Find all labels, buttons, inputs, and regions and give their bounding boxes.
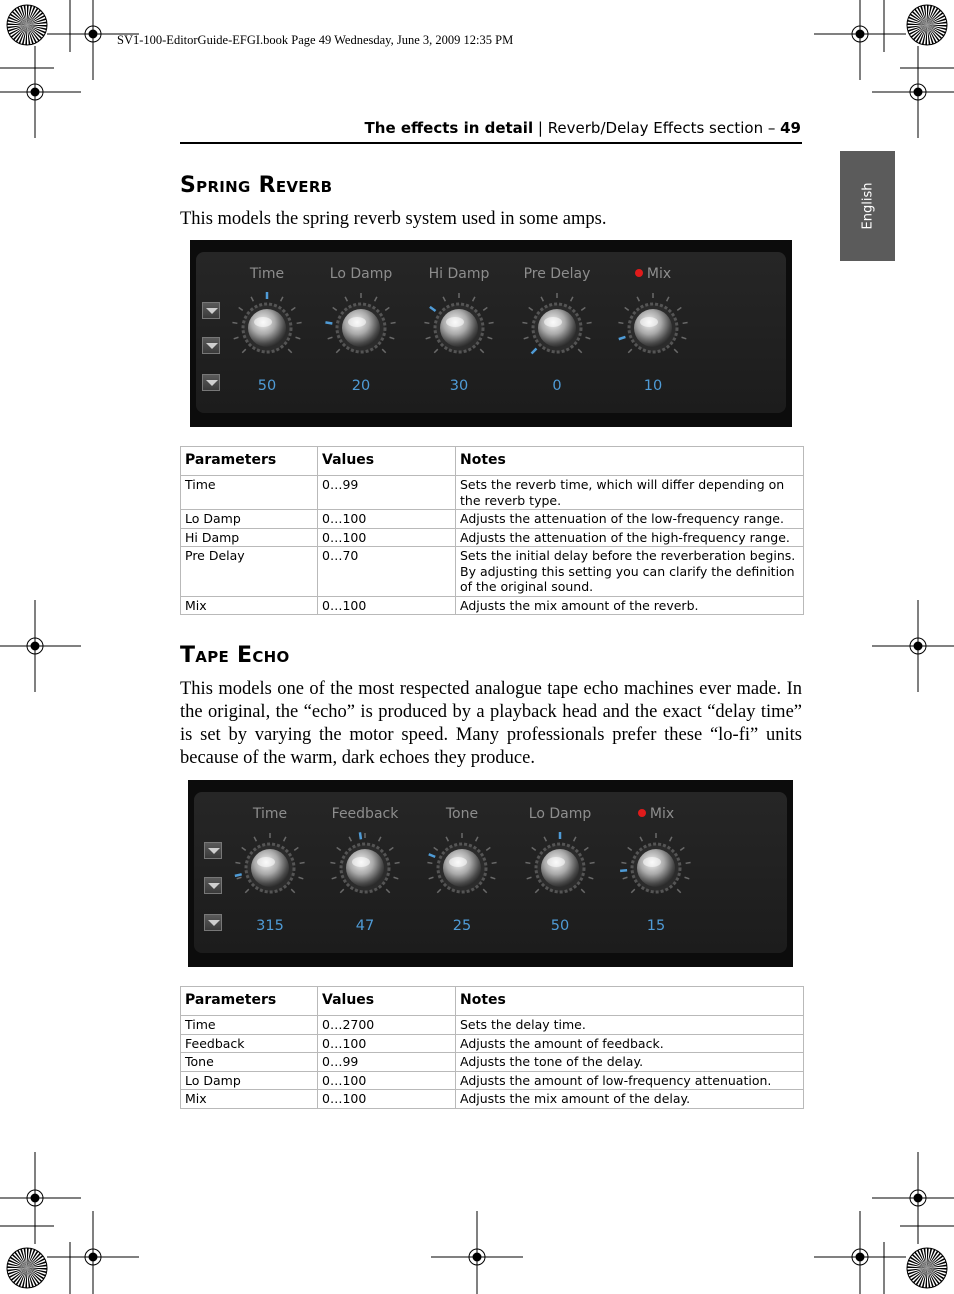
note-cell: Adjusts the attenuation of the low-frequency range. — [456, 510, 804, 529]
value-cell: 0…100 — [318, 1071, 456, 1090]
note-cell: Adjusts the mix amount of the reverb. — [456, 596, 804, 615]
table-row — [181, 476, 804, 510]
param-cell: Hi Damp — [181, 528, 318, 547]
spring-reverb-panel — [190, 240, 792, 427]
starburst-mark — [7, 5, 47, 45]
knob-label-tone — [407, 806, 517, 822]
knob-position-marker — [360, 832, 361, 839]
registration-mark — [872, 46, 954, 138]
note-cell: Adjusts the tone of the delay. — [456, 1053, 804, 1072]
knob-label-text: Mix — [646, 266, 672, 282]
knob-position-marker — [430, 307, 436, 311]
table-row — [181, 596, 804, 615]
knob-label-text: Mix — [649, 806, 675, 822]
table-header-row — [181, 447, 804, 476]
mix-indicator-icon — [638, 809, 646, 817]
running-head-separator: | — [533, 119, 548, 137]
knob-label-text: Time — [249, 266, 285, 282]
starburst-mark — [7, 1248, 47, 1288]
header-notes: Notes — [456, 987, 804, 1016]
print-book-line: SV1-100-EditorGuide-EFGI.book Page 49 Wednesday, June 3, 2009 12:35 PM — [117, 33, 514, 47]
knob-position-marker — [619, 337, 626, 339]
param-cell: Time — [181, 476, 318, 510]
knob-label-text: Lo Damp — [329, 266, 393, 282]
value-cell: 0…99 — [318, 476, 456, 510]
panel-menu-button[interactable] — [202, 337, 220, 354]
param-cell: Tone — [181, 1053, 318, 1072]
registration-mark — [431, 1211, 523, 1294]
table-row — [181, 528, 804, 547]
knob-label-text: Hi Damp — [428, 266, 490, 282]
tape-echo-description: This models one of the most respected analogue tape echo machines ever made. In the original, the “echo” is produced by a playback head and the exact “delay time” is set by varying the motor speed. Many professionals prefer these “lo-fi” units because of the warm, dark echoes they produce. — [180, 679, 802, 768]
language-tab — [840, 151, 895, 261]
knob-label-feedback — [310, 806, 420, 822]
page-number: 49 — [780, 119, 801, 137]
registration-mark — [872, 600, 954, 692]
value-cell: 0…100 — [318, 1090, 456, 1109]
registration-mark — [0, 600, 81, 692]
knob-value: 15 — [646, 918, 666, 934]
language-tab-label: English — [860, 182, 875, 230]
table-row — [181, 510, 804, 529]
table-row — [181, 1016, 804, 1035]
running-head-section: Reverb/Delay Effects section — [547, 119, 764, 137]
knob-label-hi-damp — [404, 266, 514, 282]
running-head-chapter: The effects in detail — [364, 119, 534, 137]
knob-label-text: Tone — [445, 806, 479, 822]
header-values: Values — [318, 447, 456, 476]
param-cell: Lo Damp — [181, 1071, 318, 1090]
registration-mark — [0, 46, 81, 138]
note-cell: Adjusts the amount of low-frequency attenuation. — [456, 1071, 804, 1090]
registration-mark — [0, 1152, 81, 1244]
value-cell: 0…99 — [318, 1053, 456, 1072]
knob-control[interactable] — [327, 830, 403, 906]
knob-control[interactable] — [519, 290, 595, 366]
knob-value: 50 — [550, 918, 570, 934]
knob-label-mix — [598, 266, 708, 282]
knob-label-time — [215, 806, 325, 822]
knob-control[interactable] — [424, 830, 500, 906]
note-cell: Sets the initial delay before the reverberation begins. By adjusting this setting you can clarify the definition of the original sound. — [456, 547, 804, 597]
knob-value: 10 — [643, 378, 663, 394]
value-cell: 0…100 — [318, 1034, 456, 1053]
panel-menu-button[interactable] — [202, 374, 220, 391]
value-cell: 0…2700 — [318, 1016, 456, 1035]
header-rule — [180, 142, 802, 144]
value-cell: 0…100 — [318, 528, 456, 547]
registration-mark — [47, 1211, 139, 1294]
value-cell: 0…100 — [318, 596, 456, 615]
knob-label-text: Time — [252, 806, 288, 822]
knob-label-mix — [601, 806, 711, 822]
panel-menu-button[interactable] — [204, 877, 222, 894]
header-values: Values — [318, 987, 456, 1016]
tape-echo-heading: Tape Echo — [180, 643, 290, 668]
param-cell: Pre Delay — [181, 547, 318, 597]
spring-reverb-heading: Spring Reverb — [180, 173, 333, 198]
note-cell: Sets the delay time. — [456, 1016, 804, 1035]
knob-control[interactable] — [615, 290, 691, 366]
table-row — [181, 547, 804, 597]
panel-menu-button[interactable] — [204, 914, 222, 931]
knob-value: 20 — [351, 378, 371, 394]
registration-mark — [814, 1211, 906, 1294]
knob-value: 25 — [452, 918, 472, 934]
registration-mark — [814, 0, 906, 80]
knob-value: 30 — [449, 378, 469, 394]
param-cell: Mix — [181, 596, 318, 615]
note-cell: Sets the reverb time, which will differ depending on the reverb type. — [456, 476, 804, 510]
knob-label-lo-damp — [505, 806, 615, 822]
knob-control[interactable] — [323, 290, 399, 366]
knob-control[interactable] — [229, 290, 305, 366]
knob-position-marker — [235, 874, 242, 876]
knob-value: 50 — [257, 378, 277, 394]
param-cell: Mix — [181, 1090, 318, 1109]
registration-mark — [872, 1152, 954, 1244]
table-row — [181, 1090, 804, 1109]
knob-control[interactable] — [618, 830, 694, 906]
knob-value: 0 — [552, 378, 562, 394]
knob-position-marker — [325, 322, 332, 323]
knob-label-pre-delay — [502, 266, 612, 282]
table-row — [181, 1034, 804, 1053]
knob-control[interactable] — [232, 830, 308, 906]
knob-position-marker — [532, 349, 537, 354]
starburst-mark — [907, 1248, 947, 1288]
value-cell: 0…70 — [318, 547, 456, 597]
running-head-dash: – — [763, 119, 781, 137]
panel-menu-button[interactable] — [202, 302, 220, 319]
tape-echo-panel — [188, 780, 793, 967]
value-cell: 0…100 — [318, 510, 456, 529]
knob-position-marker — [429, 854, 435, 857]
spring-reverb-description: This models the spring reverb system used in some amps. — [180, 209, 607, 229]
knob-label-lo-damp — [306, 266, 416, 282]
knob-control[interactable] — [421, 290, 497, 366]
mix-indicator-icon — [635, 269, 643, 277]
table-row — [181, 1053, 804, 1072]
header-notes: Notes — [456, 447, 804, 476]
param-cell: Feedback — [181, 1034, 318, 1053]
knob-control[interactable] — [522, 830, 598, 906]
note-cell: Adjusts the amount of feedback. — [456, 1034, 804, 1053]
header-parameters: Parameters — [181, 447, 318, 476]
spring-reverb-table — [180, 446, 804, 615]
knob-label-text: Pre Delay — [523, 266, 591, 282]
knob-value: 315 — [256, 918, 284, 934]
note-cell: Adjusts the mix amount of the delay. — [456, 1090, 804, 1109]
table-row — [181, 1071, 804, 1090]
param-cell: Lo Damp — [181, 510, 318, 529]
knob-position-marker — [620, 870, 627, 871]
param-cell: Time — [181, 1016, 318, 1035]
header-parameters: Parameters — [181, 987, 318, 1016]
starburst-mark — [907, 5, 947, 45]
table-header-row — [181, 987, 804, 1016]
knob-label-text: Lo Damp — [528, 806, 592, 822]
knob-value: 47 — [355, 918, 375, 934]
note-cell: Adjusts the attenuation of the high-frequency range. — [456, 528, 804, 547]
tape-echo-table — [180, 986, 804, 1109]
panel-menu-button[interactable] — [204, 842, 222, 859]
knob-label-text: Feedback — [331, 806, 399, 822]
running-head — [365, 119, 801, 137]
